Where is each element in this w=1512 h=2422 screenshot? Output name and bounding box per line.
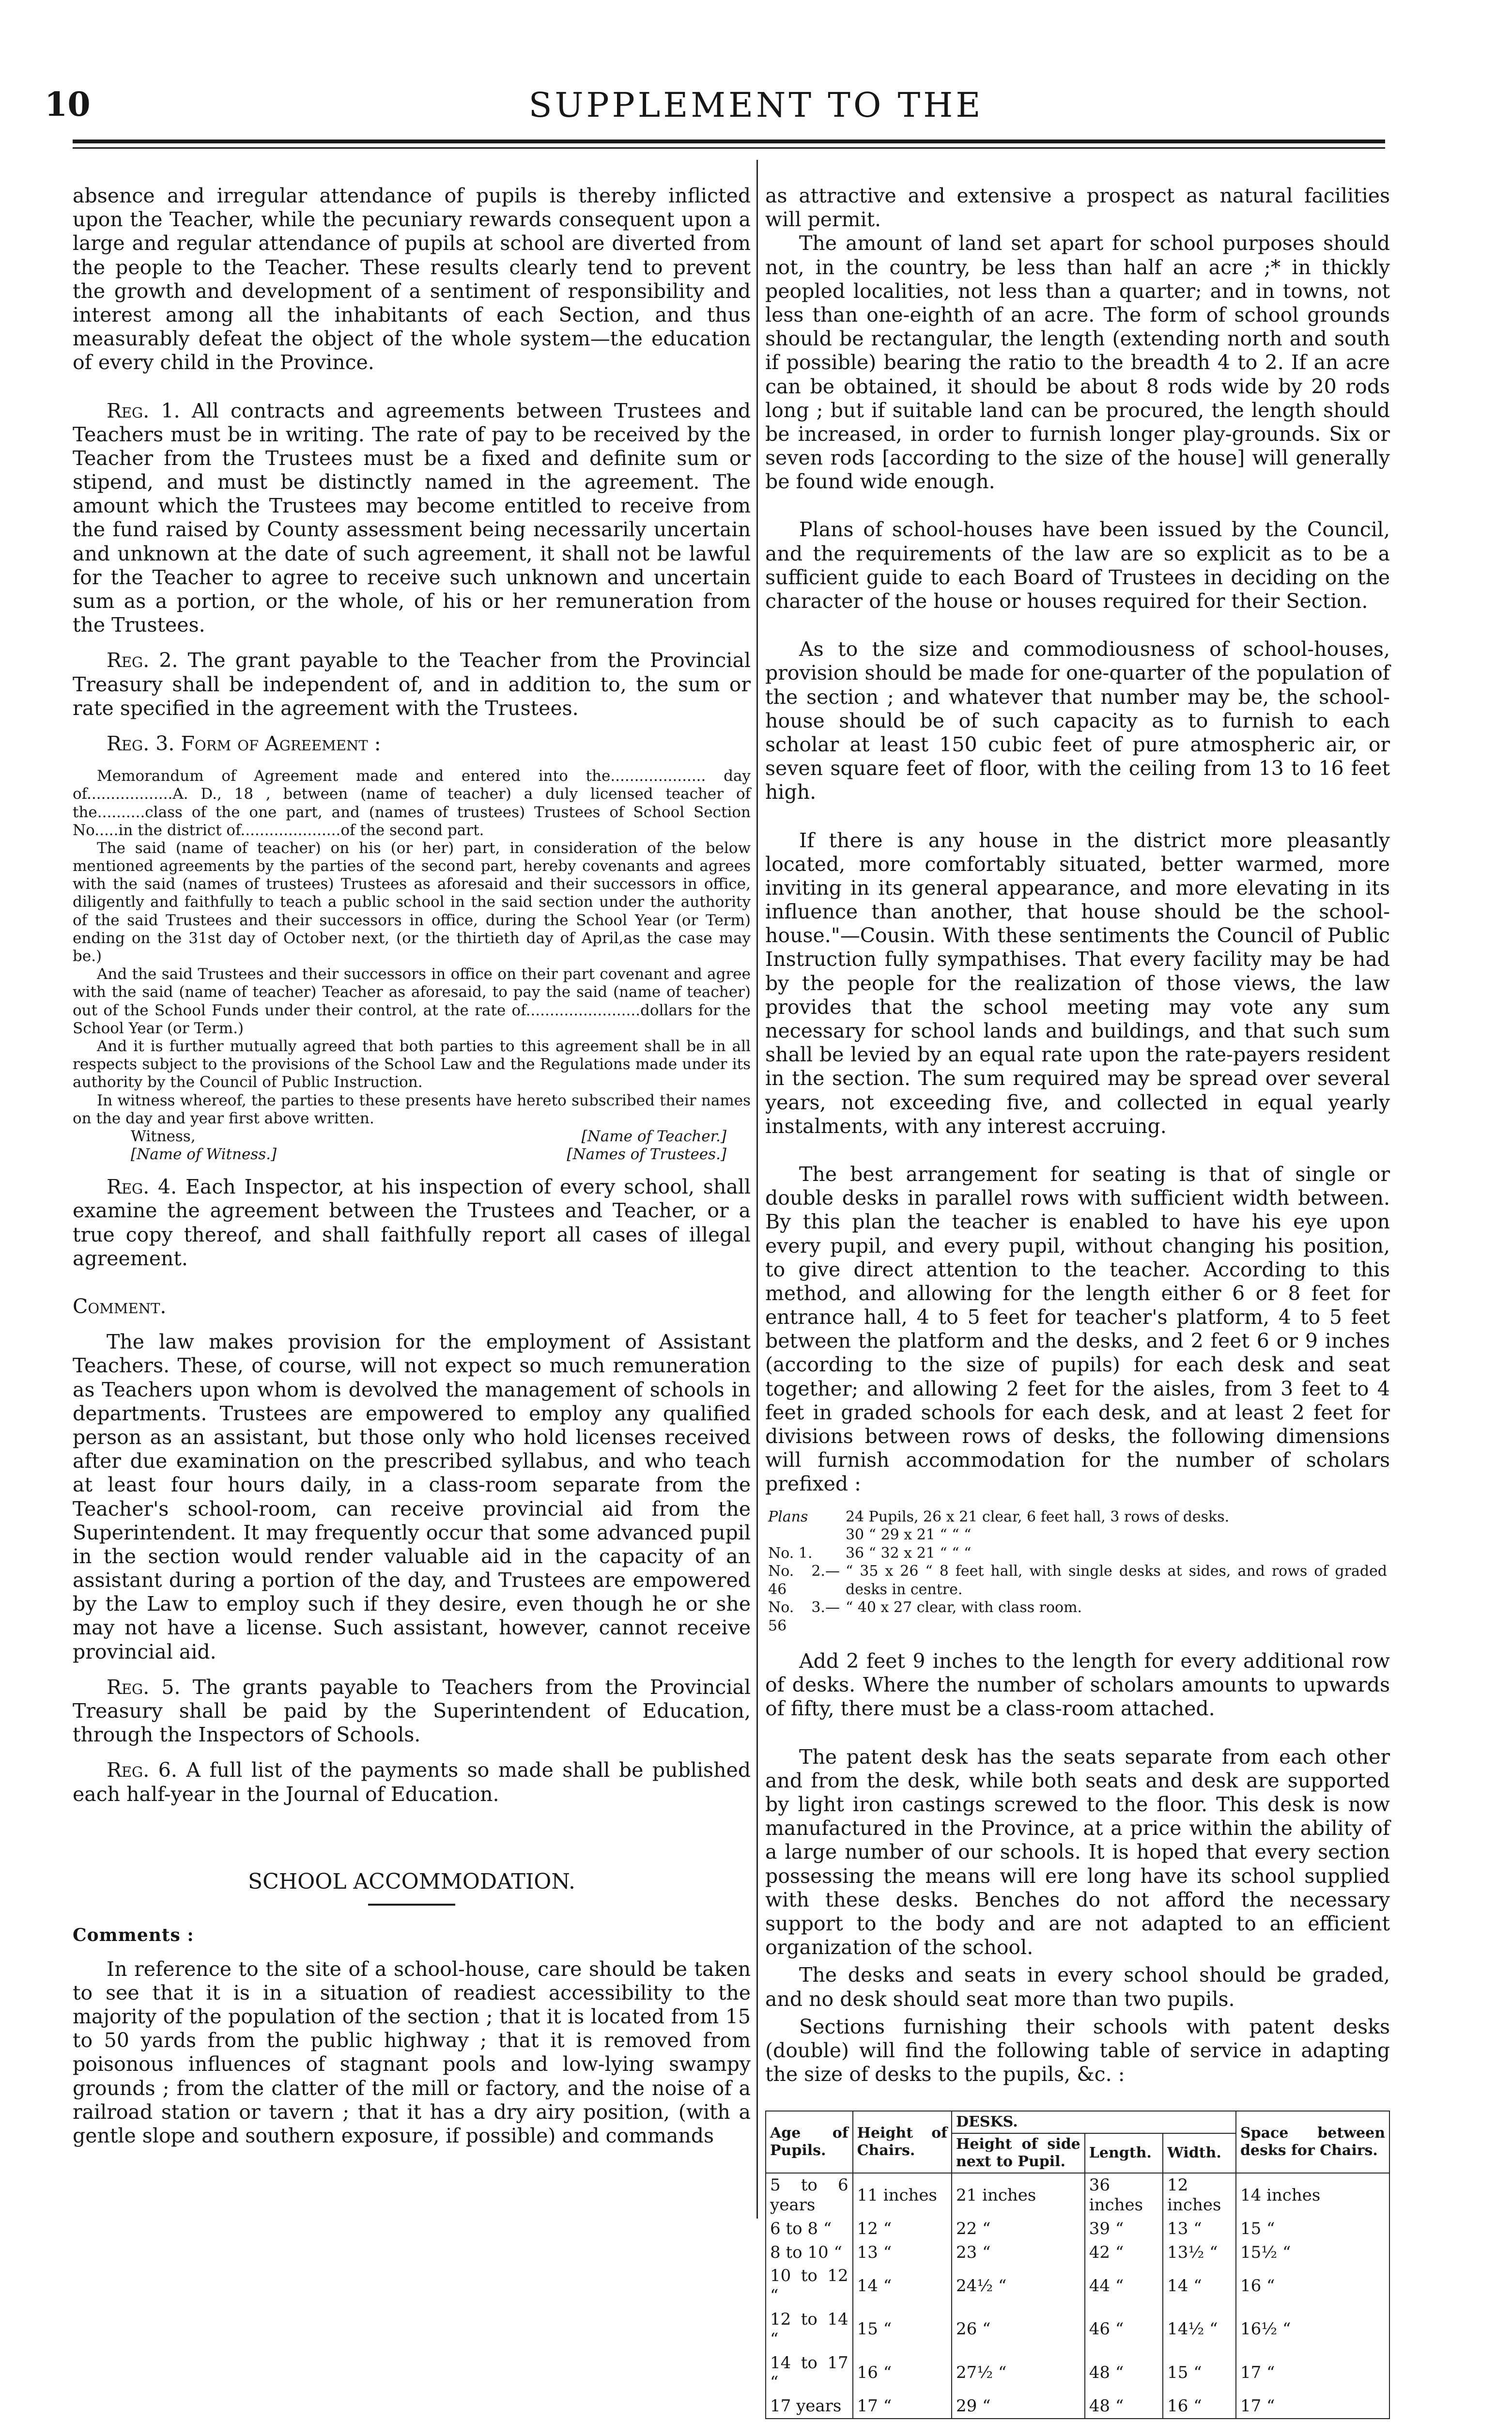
header-rule-thick <box>73 140 1385 143</box>
right-column <box>765 184 1390 2422</box>
table-cell: 13 “ <box>1163 2217 1236 2241</box>
table-header-row <box>766 2111 1389 2133</box>
comments-site-text: In reference to the site of a school-house, care should be taken to see that it is in a situation of readiest accessibility to the majority of the population of the section ; that it is located from 15 to 50 yards from the public highway ; that it is removed from poisonous influences of stagnant pools and low-lying swampy grounds ; from the clatter of the mill or factory, and the noise of a railroad station or tavern ; that it has a dry airy position, (with a gentle slope and southern exposure, if possible) and commands <box>73 1957 751 2148</box>
paragraph-table-intro: Sections furnishing their schools with patent desks (double) will find the following table of service in adapting the size of desks to the pupils, &c. : <box>765 2015 1390 2086</box>
plans-row <box>765 1562 1390 1599</box>
plans-detail: 30 “ 29 x 21 “ “ “ <box>845 1526 972 1544</box>
plans-label: No. 2.—46 <box>768 1563 840 1598</box>
plans-detail: “ 40 x 27 clear, with class room. <box>845 1599 1082 1616</box>
name-of-teacher: [Name of Teacher.] <box>581 1127 726 1145</box>
reg-2-text: The grant payable to the Teacher from the Provincial Treasury shall be independent of, and in addition to, the sum or rate specified in the agreement with the Trustees. <box>73 649 751 720</box>
table-cell: 48 “ <box>1085 2351 1163 2395</box>
plans-row <box>765 1599 1390 1635</box>
table-cell: 17 years <box>766 2394 853 2419</box>
table-row <box>766 2217 1389 2241</box>
table-cell: 39 “ <box>1085 2217 1163 2241</box>
reg-1-label: Reg. 1. <box>107 399 180 422</box>
table-cell: 16½ “ <box>1236 2308 1389 2351</box>
paragraph-plans: Plans of school-houses have been issued by the Council, and the requirements of the law are so explicit as to be a sufficient guide to each Board of Trustees in deciding on the character of the house or houses required for their Section. <box>765 518 1390 613</box>
names-of-trustees: [Names of Trustees.] <box>567 1146 726 1164</box>
reg-4-text: Each Inspector, at his inspection of every school, shall examine the agreement between the Trustees and Teacher, or a true copy thereof, and shall faithfully report all cases of illegal agreement. <box>73 1175 751 1270</box>
table-cell: 14 “ <box>1163 2264 1236 2308</box>
header-rule-thin <box>73 147 1385 149</box>
header-length: Length. <box>1085 2133 1163 2173</box>
reg-5-text: The grants payable to Teachers from the Provincial Treasury shall be paid by the Superintendent of Education, through the Inspectors of Schools. <box>73 1675 751 1747</box>
form-teacher-covenant: The said (name of teacher) on his (or her) part, in consideration of the below mentioned agreements by the parties of the second part, hereby covenants and agrees with the said (names of trustees) Trustees as aforesaid and their successors in office, diligently and faithfully to teach a public school in the said section under the authority of the said Trustees and their successors in office, during the School Year (or Term) ending on the 31st day of October next, (or the thirtieth day of April,as the case may be.) <box>73 839 751 965</box>
paragraph-seating: The best arrangement for seating is that of single or double desks in parallel rows with sufficient width between. By this plan the teacher is enabled to have his eye upon every pupil, and every pupil, without changing his position, to give direct attention to the teacher. According to this method, and allowing for the length either 6 or 8 feet for entrance hall, 4 to 5 feet for teacher's platform, 4 to 5 feet between the platform and the desks, and 2 feet 6 or 9 inches (according to the size of pupils) for each desk and seat together; and allowing 2 feet for the aisles, from 3 feet to 4 feet in graded schools for each desk, and at least 2 feet for divisions between rows of desks, the following dimensions will furnish accommodation for the number of scholars prefixed : <box>765 1162 1390 1496</box>
table-cell: 24½ “ <box>952 2264 1085 2308</box>
table-cell: 23 “ <box>952 2241 1085 2265</box>
header-chairs: Height of Chairs. <box>853 2111 952 2173</box>
table-cell: 36 inches <box>1085 2173 1163 2217</box>
header-desks: DESKS. <box>952 2111 1236 2133</box>
reg-1 <box>73 399 751 637</box>
witness-label: Witness, <box>131 1127 196 1145</box>
reg-3-title: Form of Agreement : <box>181 731 381 755</box>
form-witness-clause: In witness whereof, the parties to these presents have hereto subscribed their names on the day and year first above written. <box>73 1091 751 1127</box>
paragraph-size: As to the size and commodiousness of school-houses, provision should be made for one-quarter of the population of the section ; and whatever that number may be, the school-house should be of such capacity as to furnish to each scholar at least 150 cubic feet of pure atmospheric air, or seven square feet of floor, with the ceiling from 13 to 16 feet high. <box>765 637 1390 804</box>
plans-detail: 24 Pupils, 26 x 21 clear, 6 feet hall, 3 rows of desks. <box>845 1508 1230 1525</box>
reg-6-text: A full list of the payments so made shall be published each half-year in the Journal of Education. <box>73 1758 751 1806</box>
reg-6 <box>73 1758 751 1806</box>
plans-detail: 36 “ 32 x 21 “ “ “ <box>845 1544 972 1562</box>
table-cell: 44 “ <box>1085 2264 1163 2308</box>
desk-size-table <box>765 2111 1390 2419</box>
left-column <box>73 184 751 2152</box>
comment-label: Comment. <box>73 1295 167 1318</box>
section-rule <box>368 1904 455 1906</box>
reg-4-label: Reg. 4. <box>107 1175 177 1199</box>
column-divider <box>756 160 758 2219</box>
table-row <box>766 2241 1389 2265</box>
paragraph-additional-rows: Add 2 feet 9 inches to the length for every additional row of desks. Where the number of scholars amounts to upwards of fifty, there must be a class-room attached. <box>765 1649 1390 1721</box>
table-cell: 16 “ <box>1163 2394 1236 2419</box>
plans-label <box>765 1526 843 1544</box>
comment-text: The law makes provision for the employment of Assistant Teachers. These, of course, will not expect so much remuneration as Teachers upon whom is devolved the management of schools in departments. Trustees are empowered to employ any qualified person as an assistant, but those only who hold licenses received after due examination on the prescribed syllabus, and who teach at least four hours daily, in a class-room separate from the Teacher's school-room, can receive provincial aid from the Superintendent. It may frequently occur that some advanced pupil in the section would render valuable aid in the capacity of an assistant during a portion of the day, and Trustees are empowered by the Law to employ such if they desire, even though he or she may not have a license. Such assistant, however, cannot receive provincial aid. <box>73 1330 751 1663</box>
section-title: SCHOOL ACCOMMODATION. <box>247 1869 575 1894</box>
reg-5-label: Reg. 5. <box>107 1675 181 1699</box>
table-cell: 8 to 10 “ <box>766 2241 853 2265</box>
table-row <box>766 2173 1389 2217</box>
form-mutual-agreement: And it is further mutually agreed that both parties to this agreement shall be in all respects subject to the provisions of the School Law and the Regulations made under its authority by the Council of Public Instruction. <box>73 1037 751 1091</box>
reg-2 <box>73 649 751 720</box>
form-signature-line-1 <box>73 1128 751 1146</box>
table-cell: 17 “ <box>1236 2351 1389 2395</box>
table-cell: 11 inches <box>853 2173 952 2217</box>
plans-label: No. 3.—56 <box>768 1599 840 1634</box>
plans-row <box>765 1508 1390 1526</box>
paragraph-absence: absence and irregular attendance of pupils is thereby inflicted upon the Teacher, while the pecuniary rewards consequent upon a large and regular attendance of pupils at school are diverted from the people to the Teacher. These results clearly tend to prevent the growth and development of a sentiment of responsibility and interest among all the inhabitants of each Section, and thus measurably defeat the object of the whole system—the education of every child in the Province. <box>73 184 751 374</box>
plans-detail: “ 35 x 26 “ 8 feet hall, with single desks at sides, and rows of graded desks in centre. <box>845 1563 1387 1598</box>
comments-label: Comments : <box>73 1925 194 1945</box>
running-title: SUPPLEMENT TO THE <box>528 85 984 125</box>
table-cell: 26 “ <box>952 2308 1085 2351</box>
paragraph-patent-desk: The patent desk has the seats separate from each other and from the desk, while both seats and desk are supported by light iron castings screwed to the floor. This desk is now manufactured in the Province, at a price within the ability of a large number of our schools. It is hoped that every section possessing the means will ere long have its school supplied with these desks. Benches do not afford the necessary support to the body and are not adapted to an efficient organization of the school. <box>765 1745 1390 1959</box>
table-row <box>766 2394 1389 2419</box>
table-cell: 16 “ <box>853 2351 952 2395</box>
header-side-height: Height of side next to Pupil. <box>952 2133 1085 2173</box>
paragraph-land: The amount of land set apart for school purposes should not, in the country, be less than half an acre ;* in thickly peopled localities, not less than a quarter; and in towns, not less than one-eighth of an acre. The form of school grounds should be rectangular, the length (extending north and south if possible) bearing the ratio to the breadth 4 to 2. If an acre can be obtained, it should be about 8 rods wide by 20 rods long ; but if suitable land can be procured, the length should be increased, in order to furnish longer play-grounds. Six or seven rods [according to the size of the house] will generally be found wide enough. <box>765 232 1390 494</box>
table-cell: 14 “ <box>853 2264 952 2308</box>
table-cell: 15 “ <box>1163 2351 1236 2395</box>
table-cell: 42 “ <box>1085 2241 1163 2265</box>
header-age: Age of Pupils. <box>766 2111 853 2173</box>
table-cell: 15 “ <box>853 2308 952 2351</box>
plans-row <box>765 1526 1390 1544</box>
paragraph-prospect: as attractive and extensive a prospect as natural facilities will permit. <box>765 184 1390 232</box>
table-cell: 22 “ <box>952 2217 1085 2241</box>
table-cell: 14 to 17 “ <box>766 2351 853 2395</box>
table-body <box>766 2173 1389 2419</box>
reg-3 <box>73 732 751 756</box>
table-cell: 21 inches <box>952 2173 1085 2217</box>
paragraph-graded-desks: The desks and seats in every school should be graded, and no desk should seat more than two pupils. <box>765 1963 1390 2011</box>
agreement-form <box>73 767 751 1164</box>
table-cell: 15 “ <box>1236 2217 1389 2241</box>
paragraph-location: If there is any house in the district more pleasantly located, more comfortably situated, better warmed, more inviting in its general appearance, and more elevating in its influence than another, that house should be the school-house."—Cousin. With these sentiments the Council of Public Instruction fully sympathises. That every facility may be had by the people for the realization of those views, the law provides that the school meeting may vote any sum necessary for school lands and buildings, and that such sum shall be levied by an equal rate upon the rate-payers resident in the section. The sum required may be spread over several years, not exceeding five, and collected in equal yearly instalments, with any interest accruing. <box>765 828 1390 1138</box>
table-cell: 12 inches <box>1163 2173 1236 2217</box>
table-cell: 14½ “ <box>1163 2308 1236 2351</box>
table-cell: 13½ “ <box>1163 2241 1236 2265</box>
plans-label: No. 1. <box>768 1544 813 1562</box>
table-cell: 29 “ <box>952 2394 1085 2419</box>
table-cell: 6 to 8 “ <box>766 2217 853 2241</box>
name-of-witness: [Name of Witness.] <box>131 1146 277 1164</box>
reg-4 <box>73 1175 751 1271</box>
form-memorandum: Memorandum of Agreement made and entered into the.................... day of..................A. D., 18 , between (name of teacher) a duly licensed teacher of the..........class of the one part, and (names of trustees) Trustees of School Section No.....in the district of.....................of the second part. <box>73 767 751 839</box>
table-cell: 27½ “ <box>952 2351 1085 2395</box>
table-cell: 5 to 6 years <box>766 2173 853 2217</box>
table-cell: 12 “ <box>853 2217 952 2241</box>
reg-5 <box>73 1676 751 1747</box>
table-cell: 10 to 12 “ <box>766 2264 853 2308</box>
plans-table <box>765 1508 1390 1635</box>
table-cell: 15½ “ <box>1236 2241 1389 2265</box>
table-cell: 12 to 14 “ <box>766 2308 853 2351</box>
table-cell: 17 “ <box>1236 2394 1389 2419</box>
table-row <box>766 2264 1389 2308</box>
table-row <box>766 2308 1389 2351</box>
reg-6-label: Reg. 6. <box>107 1758 177 1782</box>
table-cell: 48 “ <box>1085 2394 1163 2419</box>
page-number: 10 <box>45 85 91 124</box>
form-signature-line-2 <box>73 1146 751 1164</box>
form-trustee-covenant: And the said Trustees and their successors in office on their part covenant and agree with the said (name of teacher) Teacher as aforesaid, to pay the said (name of teacher) out of the School Funds under their control, at the rate of........................dollars for the School Year (or Term.) <box>73 965 751 1037</box>
table-cell: 16 “ <box>1236 2264 1389 2308</box>
header-space: Space between desks for Chairs. <box>1236 2111 1389 2173</box>
table-row <box>766 2351 1389 2395</box>
reg-1-text: All contracts and agreements between Trustees and Teachers must be in writing. The rate of pay to be received by the Teacher from the Trustees must be a fixed and definite sum or stipend, and must be distinctly named in the agreement. The amount which the Trustees may become entitled to receive from the fund raised by County assessment being necessarily uncertain and unknown at the date of such agreement, it shall not be lawful for the Teacher to agree to receive such unknown and uncertain sum as a portion, or the whole, of his or her remuneration from the Trustees. <box>73 399 751 637</box>
plans-row <box>765 1544 1390 1563</box>
table-cell: 46 “ <box>1085 2308 1163 2351</box>
reg-3-label: Reg. 3. <box>107 731 175 755</box>
table-cell: 17 “ <box>853 2394 952 2419</box>
table-cell: 14 inches <box>1236 2173 1389 2217</box>
plans-label: Plans <box>768 1508 808 1525</box>
plans-list <box>765 1508 1390 1635</box>
header-width: Width. <box>1163 2133 1236 2173</box>
table-cell: 13 “ <box>853 2241 952 2265</box>
reg-2-label: Reg. 2. <box>107 649 178 672</box>
